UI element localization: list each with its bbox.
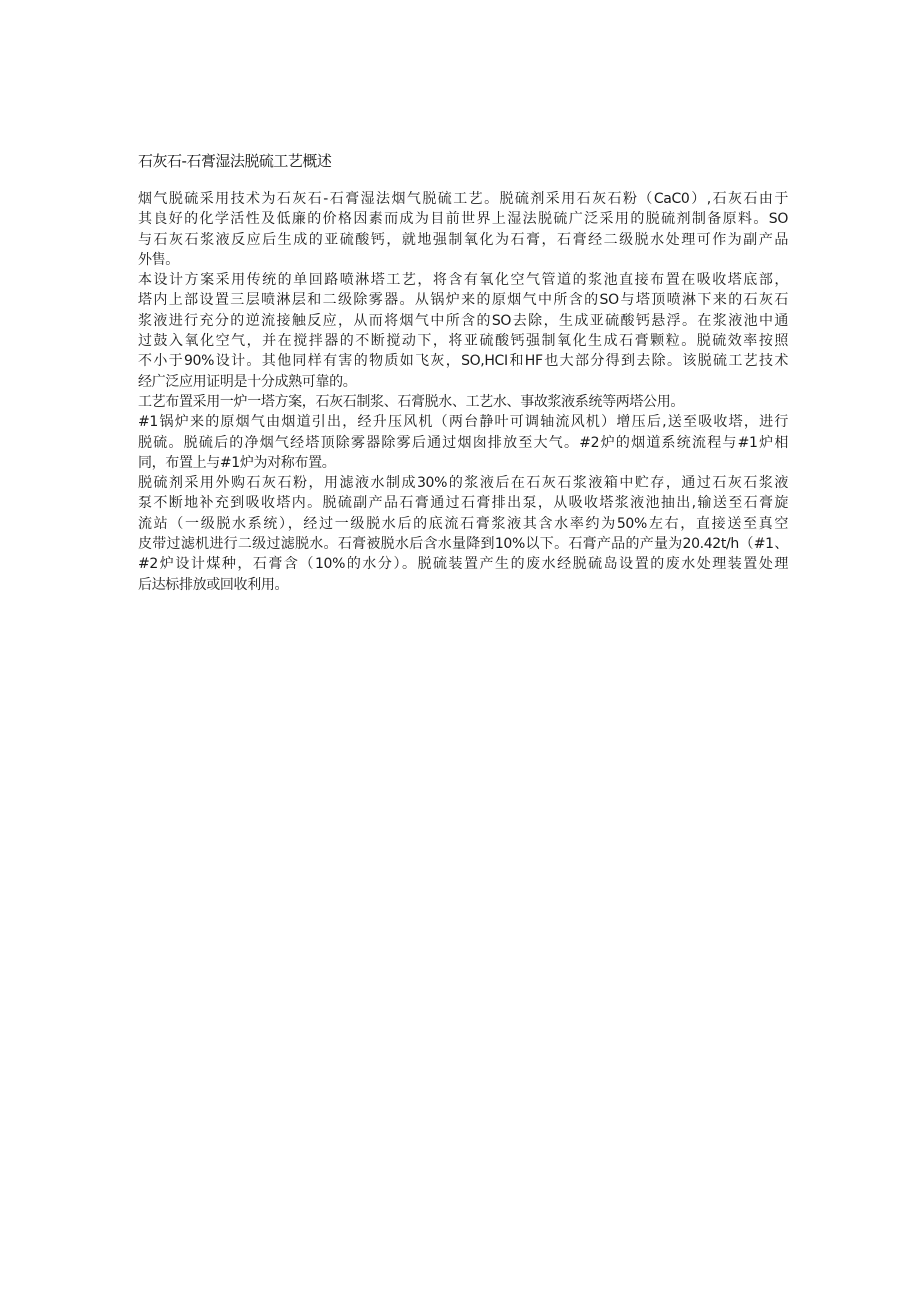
body-line: 烟气脱硫采用技术为石灰石-石膏湿法烟气脱硫工艺。脱硫剂采用石灰石粉（CaC0）,石灰石由于 [138, 191, 788, 207]
body-line: 过鼓入氧化空气，并在搅拌器的不断搅动下，将亚硫酸钙强制氧化生成石膏颗粒。脱硫效率按照 [138, 333, 788, 350]
body-line: 经广泛应用证明是十分成熟可靠的。 [138, 373, 357, 390]
body-line: 流站（一级脱水系统），经过一级脱水后的底流石膏浆液其含水率约为50%左右，直接送至真空 [138, 515, 788, 532]
body-line: 工艺布置采用一炉一塔方案，石灰石制浆、石膏脱水、工艺水、事故浆液系统等两塔公用。 [138, 393, 684, 410]
body-line: 本设计方案采用传统的单回路喷淋塔工艺，将含有氧化空气管道的浆池直接布置在吸收塔底部， [138, 272, 788, 289]
body-line: 不小于90%设计。其他同样有害的物质如飞灰，SO,HCI和HF也大部分得到去除。该脱硫工艺技术 [138, 353, 788, 370]
body-line: 外售。 [138, 251, 179, 268]
body-line: #1锅炉来的原烟气由烟道引出，经升压风机（两台静叶可调轴流风机）增压后,送至吸收塔，进行 [138, 414, 788, 431]
body-line: 塔内上部设置三层喷淋层和二级除雾器。从锅炉来的原烟气中所含的SO与塔顶喷淋下来的石灰石 [138, 292, 788, 309]
body-line: 同，布置上与#1炉为对称布置。 [138, 454, 336, 471]
body-line: 后达标排放或回收利用。 [138, 576, 289, 593]
body-line: 浆液进行充分的逆流接触反应，从而将烟气中所含的SO去除，生成亚硫酸钙悬浮。在浆液池中通 [138, 312, 788, 329]
body-line: 泵不断地补充到吸收塔内。脱硫副产品石膏通过石膏排出泵，从吸收塔浆液池抽出,输送至石膏旋 [138, 495, 788, 512]
body-line: 脱硫。脱硫后的净烟气经塔顶除雾器除雾后通过烟囱排放至大气。#2炉的烟道系统流程与#1炉相 [138, 434, 788, 451]
body-line: 皮带过滤机进行二级过滤脱水。石膏被脱水后含水量降到10%以下。石膏产品的产量为20.42t/h（#1、 [138, 536, 788, 553]
body-line: 脱硫剂采用外购石灰石粉，用滤液水制成30%的浆液后在石灰石浆液箱中贮存，通过石灰石浆液 [138, 475, 788, 492]
body-line: 其良好的化学活性及低廉的价格因素而成为目前世界上湿法脱硫广泛采用的脱硫剂制备原料。SO [138, 211, 788, 228]
document-title: 石灰石-石膏湿法脱硫工艺概述 [138, 152, 332, 170]
body-line: 与石灰石浆液反应后生成的亚硫酸钙，就地强制氧化为石膏，石膏经二级脱水处理可作为副产品 [138, 231, 788, 248]
body-line: #2炉设计煤种，石膏含（10%的水分）。脱硫装置产生的废水经脱硫岛设置的废水处理装置处理 [138, 556, 788, 573]
document-body [138, 189, 788, 595]
